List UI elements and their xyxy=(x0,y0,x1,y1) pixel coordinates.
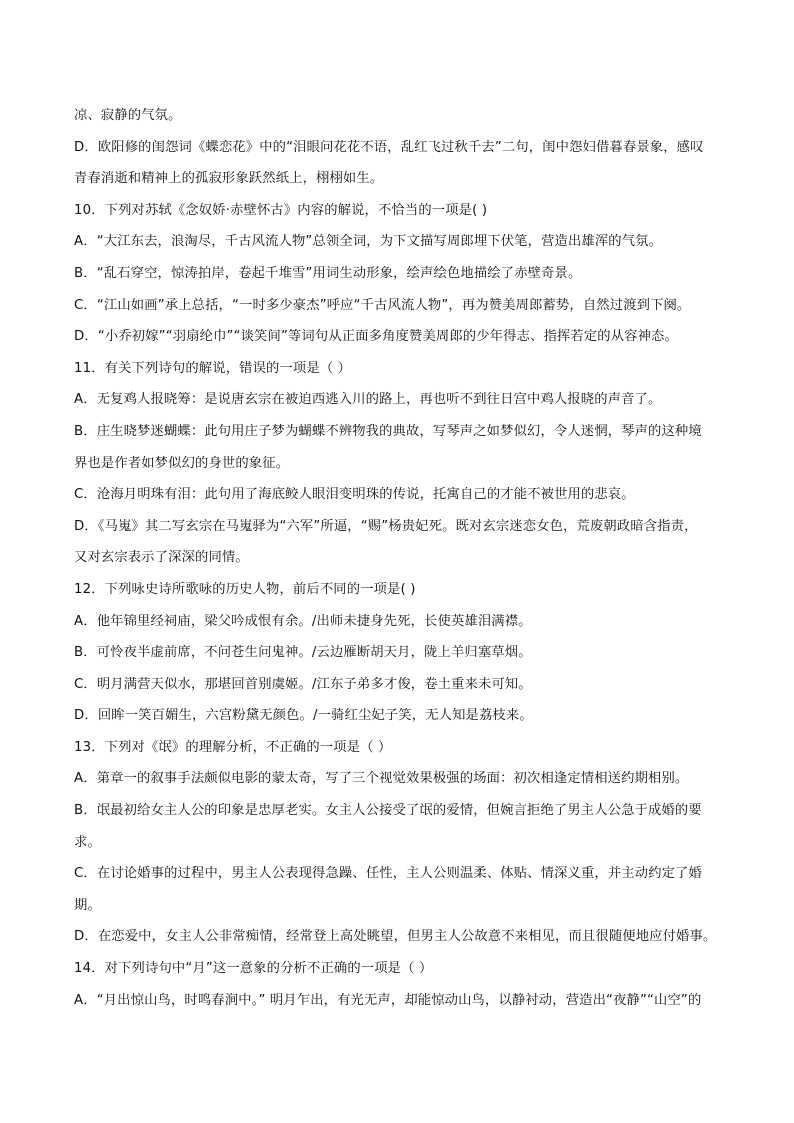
question-13-option-c-cont: 期。 xyxy=(74,897,101,913)
question-13-option-b: B．氓最初给女主人公的印象是忠厚老实。女主人公接受了氓的爱情，但婉言拒绝了男主人公急于成婚的要 xyxy=(74,803,702,819)
question-12-option-b: B．可怜夜半虚前席，不问苍生问鬼神。/云边雁断胡天月，陇上羊归塞草烟。 xyxy=(74,645,532,661)
question-12-option-c: C．明月满营天似水，那堪回首别虞姬。/江东子弟多才俊，卷土重来未可知。 xyxy=(74,676,532,692)
question-10-option-b: B．“乱石穿空，惊涛拍岸，卷起千堆雪”用词生动形象，绘声绘色地描绘了赤壁奇景。 xyxy=(74,265,582,281)
question-12-option-a: A．他年锦里经祠庙，梁父吟成恨有余。/出师未捷身先死，长使英雄泪满襟。 xyxy=(74,613,532,629)
text-line: D．欧阳修的闺怨词《蝶恋花》中的“泪眼问花花不语，乱红飞过秋千去”二句，闺中怨妇借暮春景象，感叹 xyxy=(74,139,704,155)
question-10-option-c: C．“江山如画”承上总括，“一时多少豪杰”呼应“千古风流人物”，再为赞美周郎蓄势，自然过渡到下阕。 xyxy=(74,297,691,313)
question-11-stem: 11．有关下列诗句的解说，错误的一项是（ ） xyxy=(74,360,352,376)
question-11-option-a: A．无复鸡人报晓筹：是说唐玄宗在被迫西逃入川的路上，再也听不到往日宫中鸡人报晓的声音了。 xyxy=(74,392,662,408)
question-11-option-b: B．庄生晓梦迷蝴蝶：此句用庄子梦为蝴蝶不辨物我的典故，写琴声之如梦似幻，令人迷惘，琴声的这种境 xyxy=(74,423,702,439)
question-13-option-c: C．在讨论婚事的过程中，男主人公表现得急躁、任性，主人公则温柔、体贴、情深义重，并主动约定了婚 xyxy=(74,866,702,882)
question-13-stem: 13．下列对《氓》的理解分析，不正确的一项是（ ） xyxy=(74,739,392,755)
question-11-option-b-cont: 界也是作者如梦似幻的身世的象征。 xyxy=(74,455,290,471)
question-11-option-d: D．《马嵬》其二写玄宗在马嵬驿为“六军”所逼，“赐”杨贵妃死。既对玄宗迷恋女色，荒废朝政暗含指责， xyxy=(74,518,698,534)
question-12-option-d: D．回眸一笑百媚生，六宫粉黛无颜色。/一骑红尘妃子笑，无人知是荔枝来。 xyxy=(74,708,533,724)
question-11-option-d-cont: 又对玄宗表示了深深的同情。 xyxy=(74,550,249,566)
text-line: 青春消逝和精神上的孤寂形象跃然纸上，栩栩如生。 xyxy=(74,171,384,187)
question-10-option-d: D．“小乔初嫁”“羽扇纶巾”“谈笑间”等词句从正面多角度赞美周郎的少年得志、指挥若定的从容神态。 xyxy=(74,329,678,345)
question-13-option-a: A．第章一的叙事手法颇似电影的蒙太奇，写了三个视觉效果极强的场面：初次相逢定情相送约期相别。 xyxy=(74,771,689,787)
question-11-option-c: C．沧海月明珠有泪：此句用了海底鲛人眼泪变明珠的传说，托寓自己的才能不被世用的悲哀。 xyxy=(74,487,635,503)
question-13-option-b-cont: 求。 xyxy=(74,834,101,850)
question-10-option-a: A．“大江东去，浪淘尽，千古风流人物”总领全词，为下文描写周郎埋下伏笔，营造出雄浑的气氛。 xyxy=(74,234,663,250)
question-13-option-d: D．在恋爱中，女主人公非常痴情，经常登上高处眺望，但男主人公故意不来相见，而且很随便地应付婚事。 xyxy=(74,929,717,945)
question-14-stem: 14．对下列诗句中“月”这一意象的分析不正确的一项是（ ） xyxy=(74,961,433,977)
question-10-stem: 10．下列对苏轼《念奴娇·赤壁怀古》内容的解说，不恰当的一项是( ) xyxy=(74,202,488,218)
text-line: 凉、寂静的气氛。 xyxy=(74,108,182,123)
question-12-stem: 12．下列咏史诗所歌咏的历史人物，前后不同的一项是( ) xyxy=(74,581,416,597)
question-text-block xyxy=(74,100,724,1016)
question-14-option-a: A．“月出惊山鸟，时鸣春涧中。” 明月乍出，有光无声，却能惊动山鸟，以静衬动，营造出“夜静”“山空”的 xyxy=(74,992,702,1008)
